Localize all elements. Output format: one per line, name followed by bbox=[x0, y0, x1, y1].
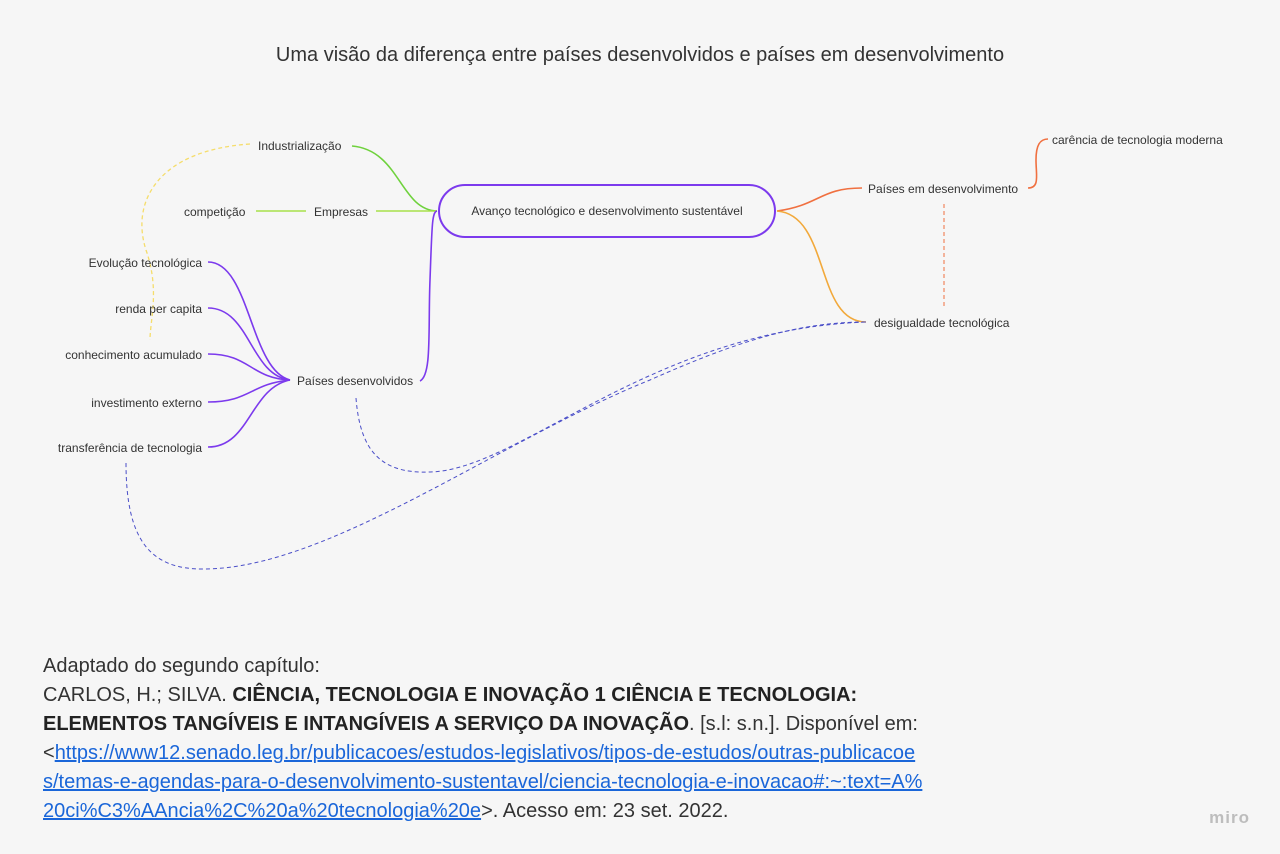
node-evolucao-tecnologica[interactable]: Evolução tecnológica bbox=[88, 256, 202, 270]
miro-logo: miro bbox=[1209, 808, 1250, 827]
node-empresas[interactable]: Empresas bbox=[314, 205, 369, 219]
node-investimento-externo[interactable]: investimento externo bbox=[91, 396, 202, 410]
connector-desigualdade bbox=[777, 211, 866, 322]
node-competicao[interactable]: competição bbox=[184, 205, 246, 219]
diagram-title: Uma visão da diferença entre países desenvolvidos e países em desenvolvimento bbox=[275, 44, 1005, 66]
citation-intro: Adaptado do segundo capítulo: bbox=[43, 655, 320, 677]
citation-block bbox=[43, 652, 923, 826]
citation-title: CIÊNCIA, TECNOLOGIA E INOVAÇÃO 1 CIÊNCIA E TECNOLOGIA: ELEMENTOS TANGÍVEIS E INTANGÍVEIS A SERVIÇO DA INOVAÇÃO bbox=[43, 684, 858, 735]
node-industrializacao[interactable]: Industrialização bbox=[258, 139, 342, 153]
connector-paises-em-desenvolvimento bbox=[777, 188, 862, 211]
connector-industrializacao bbox=[352, 146, 437, 211]
citation-url-link[interactable]: https://www12.senado.leg.br/publicacoes/estudos-legislativos/tipos-de-estudos/outras-publicacoes/temas-e-agendas-para-o-desenvolvimento-sustentavel/ciencia-tecnologia-e-inovacao#:~:text=A%20ci%C3%AAncia%2C%20a%20tecnologia%20e bbox=[43, 742, 923, 822]
connector-carencia bbox=[1028, 139, 1048, 188]
node-transferencia-de-tecnologia[interactable]: transferência de tecnologia bbox=[57, 441, 202, 455]
connector-paises-desenvolvidos bbox=[420, 211, 437, 381]
connector-investimento bbox=[208, 380, 290, 402]
node-desigualdade-tecnologica[interactable]: desigualdade tecnológica bbox=[874, 316, 1010, 330]
central-topic[interactable] bbox=[438, 184, 776, 238]
connector-evolucao bbox=[208, 262, 290, 380]
node-renda-per-capita[interactable]: renda per capita bbox=[115, 302, 202, 316]
citation-publisher: . [s.l: s.n.]. Disponível em: < bbox=[43, 713, 918, 764]
node-paises-em-desenvolvimento[interactable]: Países em desenvolvimento bbox=[868, 182, 1019, 196]
citation-authors: CARLOS, H.; SILVA. bbox=[43, 684, 233, 706]
central-topic-label: Avanço tecnológico e desenvolvimento sustentável bbox=[471, 204, 743, 218]
node-carencia-de-tecnologia[interactable]: carência de tecnologia moderna bbox=[1052, 133, 1223, 147]
node-conhecimento-acumulado[interactable]: conhecimento acumulado bbox=[65, 348, 202, 362]
connector-renda bbox=[208, 308, 290, 380]
citation-access-date: >. Acesso em: 23 set. 2022. bbox=[481, 800, 729, 822]
connector-transferencia bbox=[208, 380, 290, 447]
citation-reference bbox=[43, 681, 923, 826]
node-paises-desenvolvidos[interactable]: Países desenvolvidos bbox=[297, 374, 414, 388]
